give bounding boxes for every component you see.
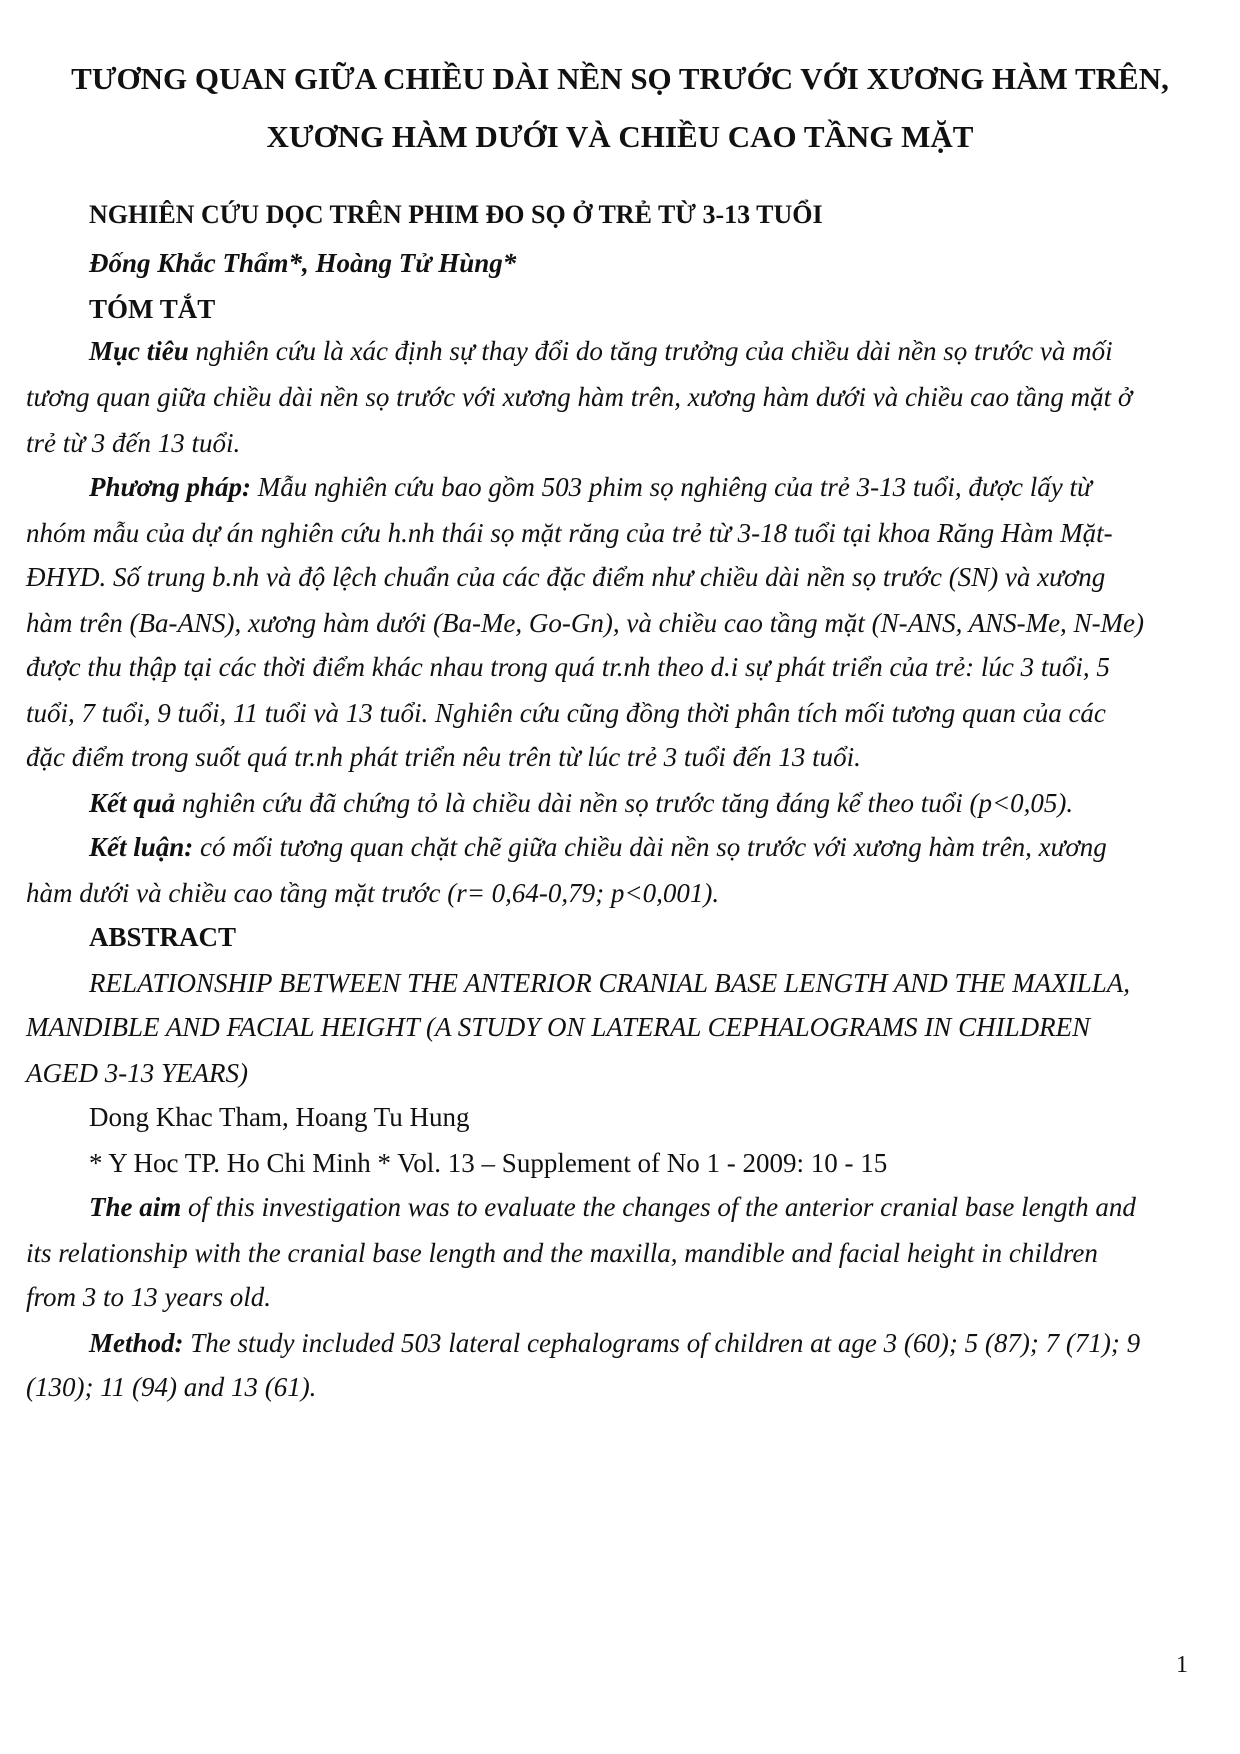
aim-line-2: its relationship with the cranial base length and the maxilla, mandible and facial height in children xyxy=(26,1238,1098,1268)
aim-line-3: from 3 to 13 years old. xyxy=(26,1282,271,1312)
ket-qua-label: Kết quả xyxy=(89,788,176,818)
aim-text-1: of this investigation was to evaluate the changes of the anterior cranial base length and xyxy=(181,1192,1136,1222)
method-label: Method: xyxy=(89,1328,184,1358)
phuong-phap-line-5: được thu thập tại các thời điểm khác nhau trong quá tr.nh theo d.i sự phát triển của trẻ: lúc 3 tuổi, 5 xyxy=(26,652,1110,682)
ket-luan-text-1: có mối tương quan chặt chẽ giữa chiều dài nền sọ trước với xương hàm trên, xương xyxy=(193,832,1107,862)
aim-label: The aim xyxy=(89,1192,182,1222)
authors-vi: Đống Khắc Thẩm*, Hoàng Tử Hùng* xyxy=(89,248,517,278)
phuong-phap-line-3: ĐHYD. Số trung b.nh và độ lệch chuẩn của các đặc điểm như chiều dài nền sọ trước (SN) và xương xyxy=(26,562,1106,592)
muc-tieu-text-1: nghiên cứu là xác định sự thay đổi do tăng trưởng của chiều dài nền sọ trước và mối xyxy=(188,336,1113,366)
tomtat-heading: TÓM TẮT xyxy=(89,294,216,324)
phuong-phap-line-2: nhóm mẫu của dự án nghiên cứu h.nh thái sọ mặt răng của trẻ từ 3-18 tuổi tại khoa Răng Hàm Mặt- xyxy=(26,518,1113,548)
method-text-1: The study included 503 lateral cephalograms of children at age 3 (60); 5 (87); 7 (71); 9 xyxy=(183,1328,1141,1358)
authors-en: Dong Khac Tham, Hoang Tu Hung xyxy=(89,1102,470,1132)
abstract-title-line-2: MANDIBLE AND FACIAL HEIGHT (A STUDY ON LATERAL CEPHALOGRAMS IN CHILDREN xyxy=(26,1012,1091,1042)
phuong-phap-label: Phương pháp: xyxy=(89,472,251,502)
muc-tieu-line-2: tương quan giữa chiều dài nền sọ trước với xương hàm trên, xương hàm dưới và chiều cao tầng mặt ở xyxy=(26,382,1133,412)
phuong-phap-line-6: tuổi, 7 tuổi, 9 tuổi, 11 tuổi và 13 tuổi. Nghiên cứu cũng đồng thời phân tích mối tương quan của các xyxy=(26,698,1106,728)
phuong-phap-line-4: hàm trên (Ba-ANS), xương hàm dưới (Ba-Me, Go-Gn), và chiều cao tầng mặt (N-ANS, ANS-Me, N-Me) xyxy=(26,608,1145,638)
phuong-phap-line-1 xyxy=(89,462,1219,512)
page-number: 1 xyxy=(1176,1652,1188,1678)
ket-qua-line-1 xyxy=(89,778,1219,828)
method-line-1 xyxy=(89,1318,1219,1368)
ket-luan-line-1 xyxy=(89,822,1219,872)
muc-tieu-line-1 xyxy=(89,326,1219,376)
title-line-1: TƯƠNG QUAN GIỮA CHIỀU DÀI NỀN SỌ TRƯỚC VỚI XƯƠNG HÀM TRÊN, xyxy=(71,61,1169,96)
citation: * Y Hoc TP. Ho Chi Minh * Vol. 13 – Supplement of No 1 - 2009: 10 - 15 xyxy=(89,1148,888,1178)
abstract-title-line-3: AGED 3-13 YEARS) xyxy=(26,1058,248,1088)
ket-qua-text-1: nghiên cứu đã chứng tỏ là chiều dài nền sọ trước tăng đáng kể theo tuổi (p<0,05). xyxy=(175,788,1074,818)
ket-luan-label: Kết luận: xyxy=(89,832,194,862)
paper-title xyxy=(30,50,1210,166)
muc-tieu-label: Mục tiêu xyxy=(89,336,189,366)
abstract-heading: ABSTRACT xyxy=(89,922,237,952)
method-line-2: (130); 11 (94) and 13 (61). xyxy=(26,1372,317,1402)
muc-tieu-line-3: trẻ từ 3 đến 13 tuổi. xyxy=(26,428,241,458)
title-line-2: XƯƠNG HÀM DƯỚI VÀ CHIỀU CAO TẦNG MẶT xyxy=(266,119,974,154)
aim-line-1 xyxy=(89,1182,1219,1232)
phuong-phap-line-7: đặc điểm trong suốt quá tr.nh phát triển nêu trên từ lúc trẻ 3 tuổi đến 13 tuổi. xyxy=(26,742,861,772)
ket-luan-line-2: hàm dưới và chiều cao tầng mặt trước (r= 0,64-0,79; p<0,001). xyxy=(26,878,720,908)
abstract-title-line-1: RELATIONSHIP BETWEEN THE ANTERIOR CRANIAL BASE LENGTH AND THE MAXILLA, xyxy=(89,968,1131,998)
subtitle: NGHIÊN CỨU DỌC TRÊN PHIM ĐO SỌ Ở TRẺ TỪ 3-13 TUỔI xyxy=(89,200,823,229)
phuong-phap-text-1: Mẫu nghiên cứu bao gồm 503 phim sọ nghiêng của trẻ 3-13 tuổi, được lấy từ xyxy=(250,472,1092,502)
